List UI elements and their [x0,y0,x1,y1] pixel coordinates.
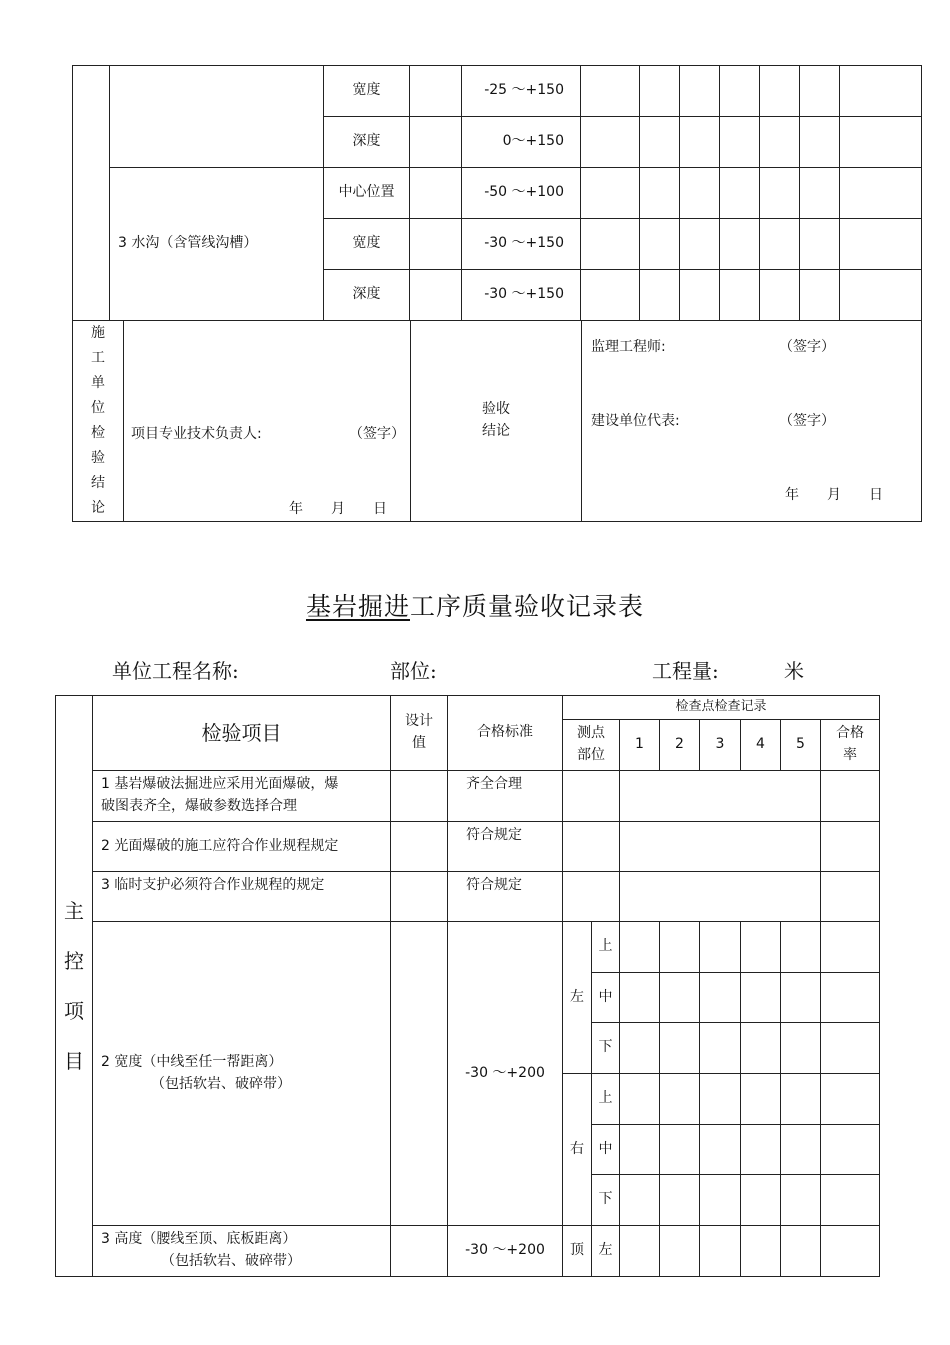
row-label: 宽度 [324,66,410,117]
item-text: 2 光面爆破的施工应符合作业规程规定 [93,822,391,872]
signature-hint: （签字） [779,339,835,355]
col-header-num: 2 [660,720,700,771]
row-label: 深度 [324,270,410,321]
standard-value: -30 ～+150 [462,270,581,321]
row-label: 中心位置 [324,168,410,219]
standard-value: 0～+150 [462,117,581,168]
main-control-label: 主 控 项 目 [56,696,93,1277]
quantity-label: 工程量: [652,659,719,683]
row-label: 宽度 [324,219,410,270]
standard-value: -25 ～+150 [462,66,581,117]
item-standard: 符合规定 [448,872,563,922]
signature-hint: （签字） [779,413,835,429]
conclusion-side-label: 施 工 单 位 检 验 结 论 [73,321,124,521]
standard-value: -50 ～+100 [462,168,581,219]
pos-label: 中 [592,973,620,1023]
side-left-label: 左 [563,922,592,1074]
top-label: 顶 [563,1226,592,1277]
col-header-standard: 合格标准 [448,696,563,771]
width-standard: -30 ～+200 [448,922,563,1226]
col-header-check-record: 检查点检查记录 [563,696,880,720]
acceptance-conclusion: 验收 结论 [410,321,582,521]
pos-label: 上 [592,922,620,973]
owner-rep-label: 建设单位代表: [591,413,680,429]
col-header-rate: 合格 率 [821,720,880,771]
height-item: 3 高度（腰线至顶、底板距离） （包括软岩、破碎带） [93,1226,391,1277]
item-text: 1 基岩爆破法掘进应采用光面爆破，爆 破图表齐全，爆破参数选择合理 [93,771,391,822]
item-standard: 符合规定 [448,822,563,872]
col-header-num: 3 [700,720,741,771]
location-label: 部位: [390,659,437,683]
date-line: 年 月 日 [785,487,883,503]
standard-value: -30 ～+150 [462,219,581,270]
col-header-design: 设计 值 [391,696,448,771]
unit-label: 米 [784,659,804,683]
width-item: 2 宽度（中线至任一帮距离） （包括软岩、破碎带） [93,922,391,1226]
col-header-num: 5 [781,720,821,771]
height-standard: -30 ～+200 [448,1226,563,1277]
date-line: 年 月 日 [289,501,387,517]
pos-label: 左 [592,1226,620,1277]
col-header-num: 1 [620,720,660,771]
unit-name-label: 单位工程名称: [112,659,239,683]
side-right-label: 右 [563,1074,592,1226]
pos-label: 下 [592,1023,620,1074]
row-label: 深度 [324,117,410,168]
page-title: 基岩掘进工序质量验收记录表 [305,592,645,621]
pos-label: 上 [592,1074,620,1125]
top-inspection-table [72,65,922,522]
col-header-item: 检验项目 [93,696,391,771]
item-text: 3 临时支护必须符合作业规程的规定 [93,872,391,922]
empty-side-cell [73,66,110,321]
ditch-item: 3 水沟（含管线沟槽） [110,168,324,321]
main-inspection-table [55,695,880,1277]
item-standard: 齐全合理 [448,771,563,822]
conclusion-row [73,321,922,522]
col-header-num: 4 [741,720,781,771]
pos-label: 下 [592,1175,620,1226]
pos-label: 中 [592,1125,620,1175]
tech-lead-label: 项目专业技术负责人: [131,426,262,442]
empty-item-cell [110,66,324,168]
signature-hint: （签字） [349,426,405,442]
supervisor-label: 监理工程师: [591,339,666,355]
col-header-point: 测点 部位 [563,720,620,771]
